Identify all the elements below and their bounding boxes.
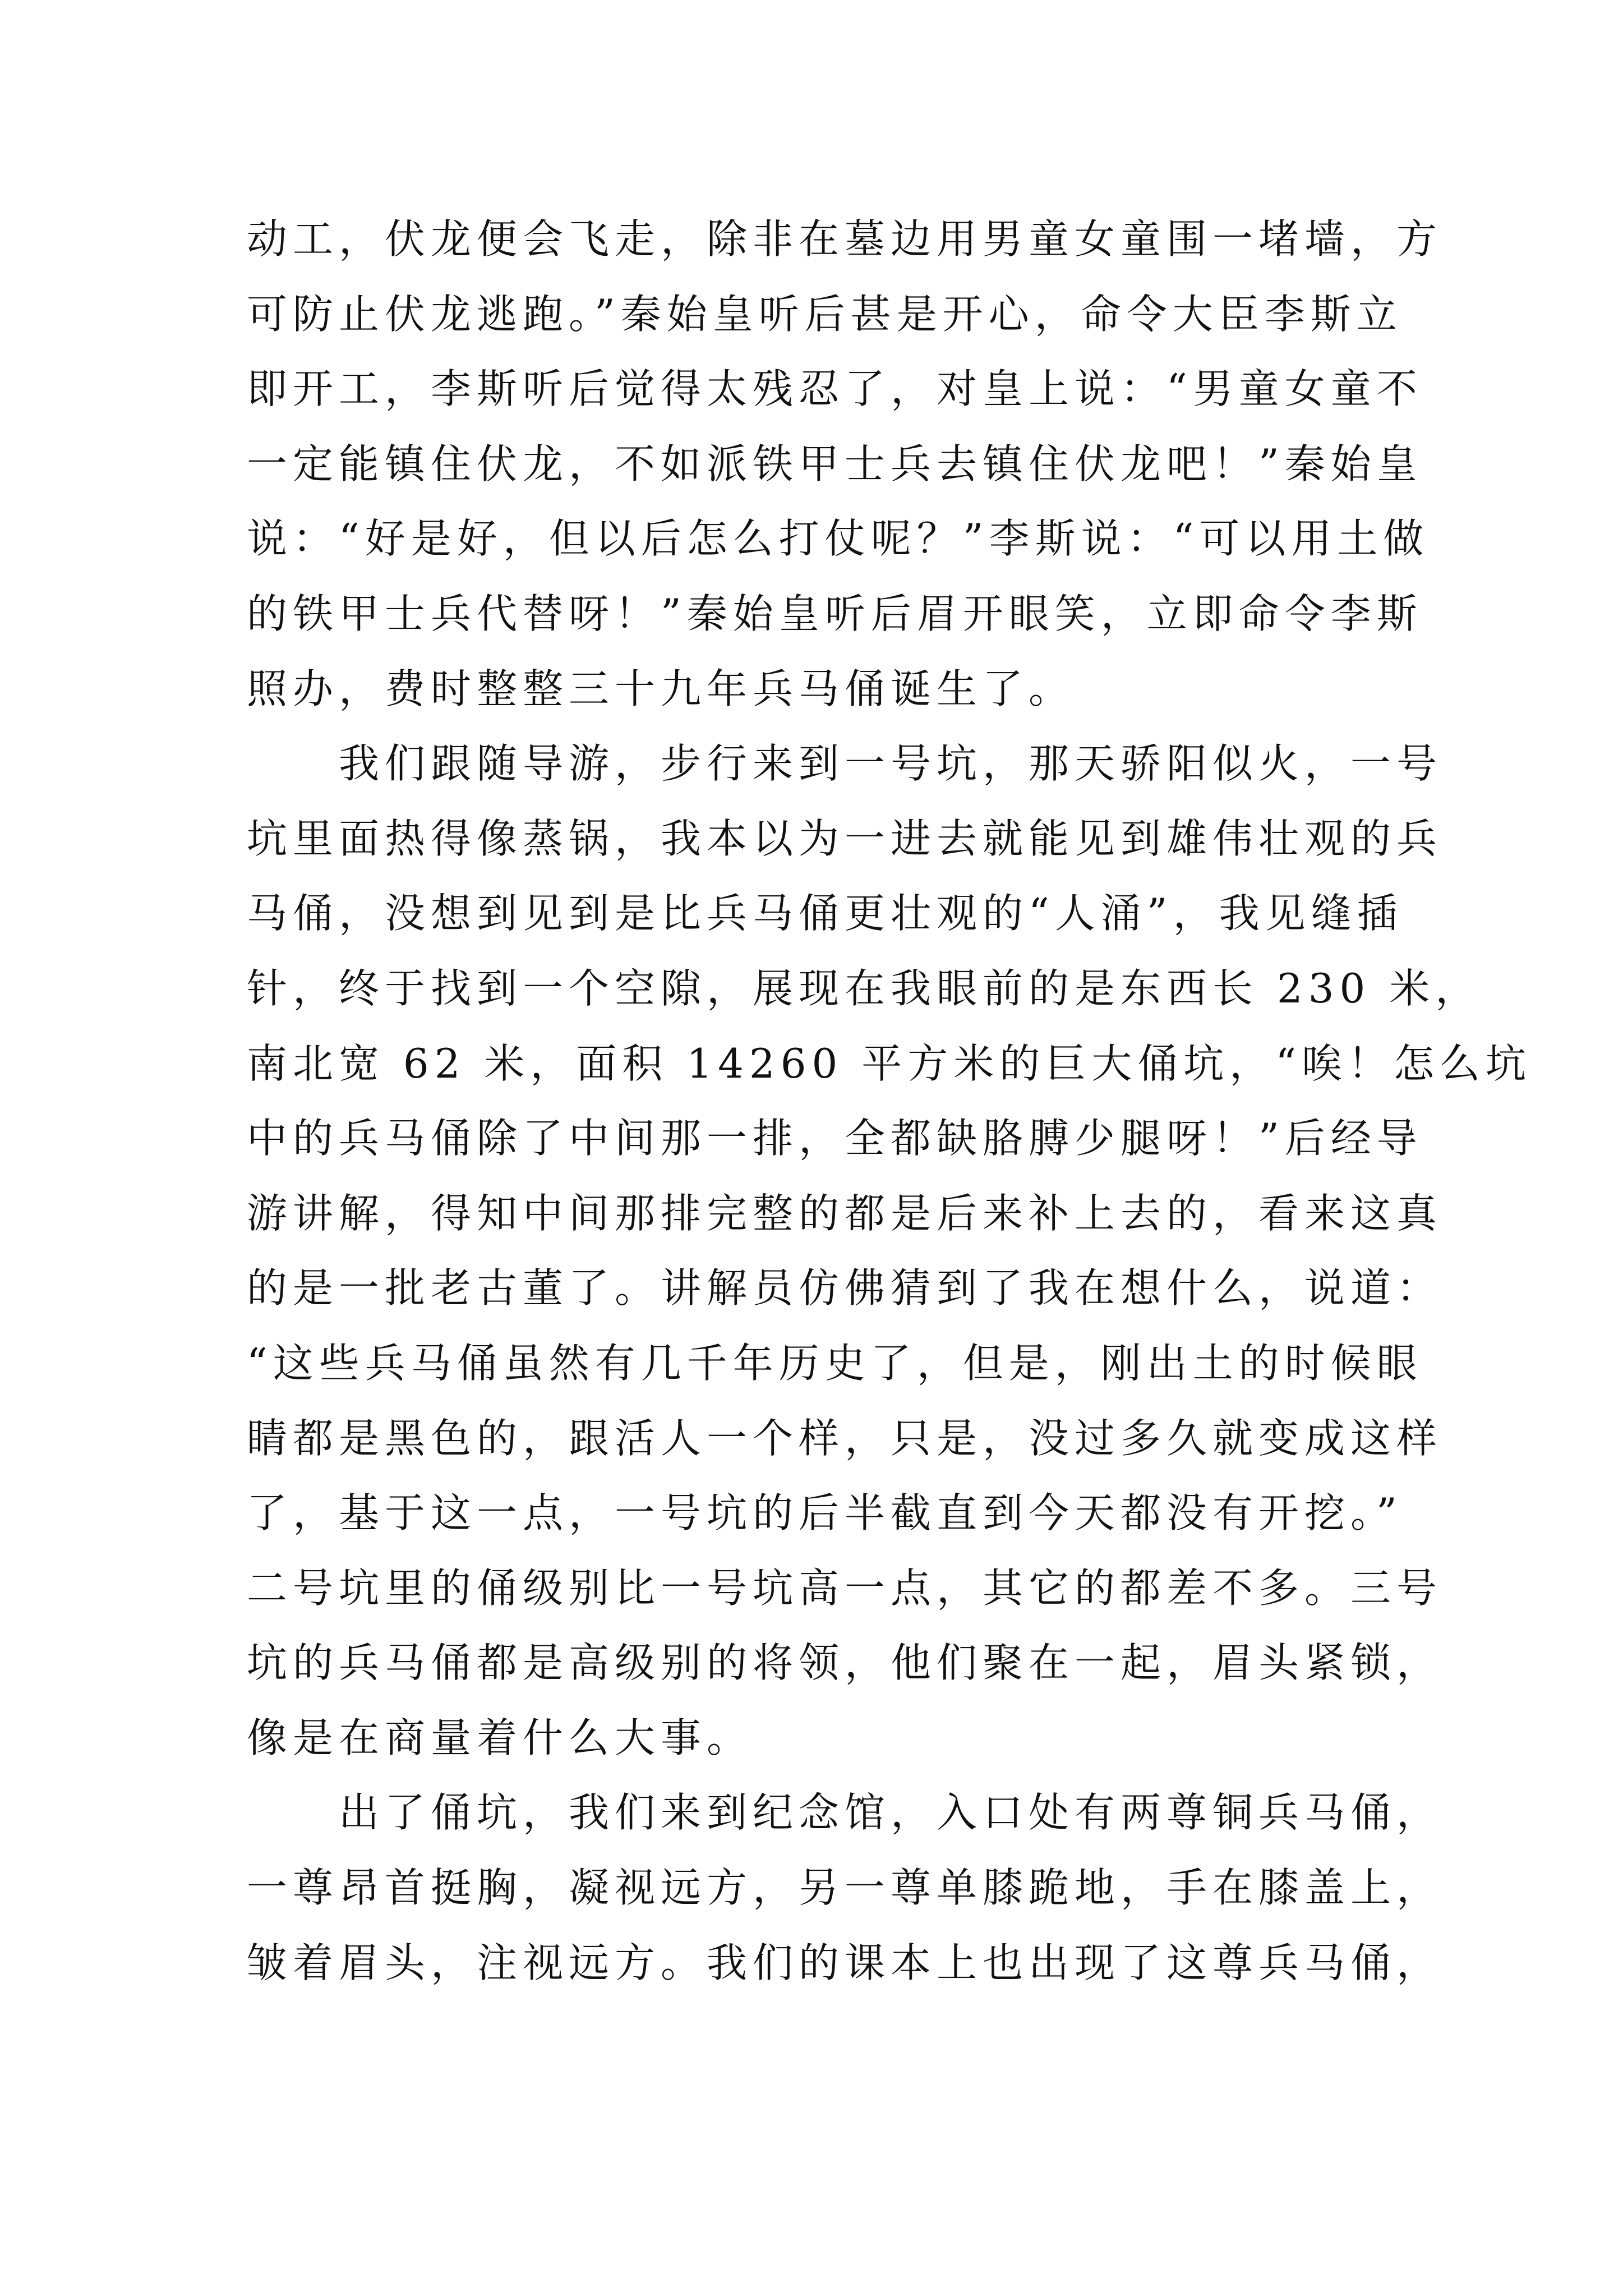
text-line: 一尊昂首挺胸，凝视远方，另一尊单膝跪地，手在膝盖上， [247,1864,1443,1912]
text-line: 马俑，没想到见到是比兵马俑更壮观的“人涌”，我见缝插 [247,890,1403,937]
text-line: 的是一批老古董了。讲解员仿佛猜到了我在想什么，说道： [247,1264,1443,1312]
text-line: 坑里面热得像蒸锅，我本以为一进去就能见到雄伟壮观的兵 [247,815,1443,862]
text-line: 南北宽 62 米，面积 14260 平方米的巨大俑坑，“唉！怎么坑 [247,1039,1532,1087]
text-line: 坑的兵马俑都是高级别的将领，他们聚在一起，眉头紧锁， [247,1639,1443,1687]
text-line-indented: 我们跟随导游，步行来到一号坑，那天骄阳似火，一号 [247,740,1443,788]
text-line: 游讲解，得知中间那排完整的都是后来补上去的，看来这真 [247,1189,1443,1237]
text-line: 了，基于这一点，一号坑的后半截直到今天都没有开挖。” [247,1489,1403,1537]
text-line: 二号坑里的俑级别比一号坑高一点，其它的都差不多。三号 [247,1564,1443,1612]
text-line: 即开工，李斯听后觉得太残忍了，对皇上说：“男童女童不 [247,365,1423,413]
text-line: 睛都是黑色的，跟活人一个样，只是，没过多久就变成这样 [247,1414,1443,1462]
text-line: 一定能镇住伏龙，不如派铁甲士兵去镇住伏龙吧！”秦始皇 [247,440,1423,487]
text-line: 皱着眉头，注视远方。我们的课本上也出现了这尊兵马俑， [247,1939,1443,1986]
text-line: 的铁甲士兵代替呀！”秦始皇听后眉开眼笑，立即命令李斯 [247,590,1423,637]
text-line: 针，终于找到一个空隙，展现在我眼前的是东西长 230 米， [247,964,1482,1012]
text-line: 说：“好是好，但以后怎么打仗呢？”李斯说：“可以用土做 [247,515,1430,563]
text-line: 像是在商量着什么大事。 [247,1714,753,1761]
text-line-indented: 出了俑坑，我们来到纪念馆，入口处有两尊铜兵马俑， [247,1789,1443,1837]
text-line: 中的兵马俑除了中间那一排，全都缺胳膊少腿呀！”后经导 [247,1115,1423,1162]
text-line: 照办，费时整整三十九年兵马俑诞生了。 [247,665,1075,712]
text-line: “这些兵马俑虽然有几千年历史了，但是，刚出土的时候眼 [247,1339,1423,1387]
essay-body [247,202,1532,2000]
text-line: 可防止伏龙逃跑。”秦始皇听后甚是开心，命令大臣李斯立 [247,290,1403,338]
text-line: 动工，伏龙便会飞走，除非在墓边用男童女童围一堵墙，方 [247,215,1443,263]
